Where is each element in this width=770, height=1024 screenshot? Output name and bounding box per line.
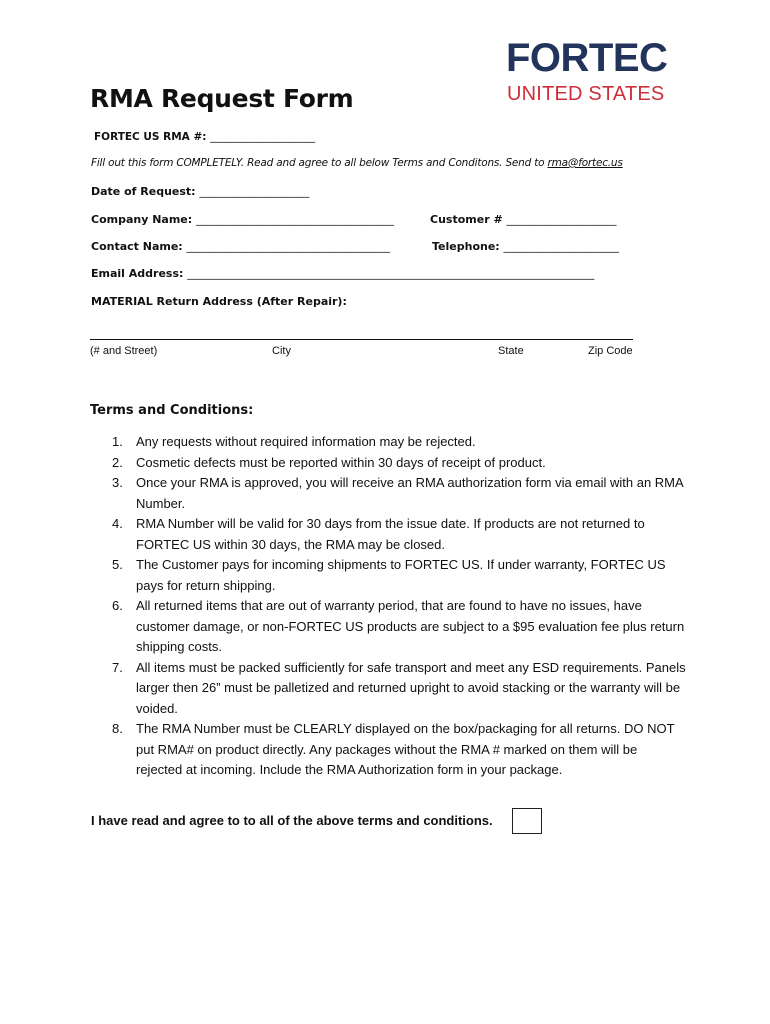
terms-item	[112, 658, 687, 720]
street-label: (# and Street)	[90, 345, 158, 357]
contact-line[interactable]: _____________________________________	[186, 240, 391, 253]
terms-list	[112, 432, 687, 781]
terms-item-text: Cosmetic defects must be reported within 30 days of receipt of product.	[136, 454, 546, 470]
customer-label: Customer #	[430, 213, 503, 226]
city-label: City	[272, 345, 291, 357]
customer-line[interactable]: ____________________	[506, 213, 617, 226]
telephone-field[interactable]	[432, 241, 619, 252]
terms-item-text: Any requests without required information may be rejected.	[136, 434, 476, 449]
instructions	[91, 158, 623, 169]
return-address-line[interactable]	[90, 327, 633, 340]
terms-item	[112, 473, 687, 514]
rma-number-line[interactable]: ____________________	[210, 131, 316, 143]
date-of-request-field[interactable]	[91, 186, 309, 197]
terms-item-text: RMA Number will be valid for 30 days from the issue date. If products are not returned to FORTEC US within 30 days, the RMA may be closed.	[136, 516, 645, 552]
customer-number-field[interactable]	[430, 214, 617, 225]
terms-item	[112, 555, 687, 596]
terms-item	[112, 453, 687, 474]
terms-item-number: 3.	[112, 475, 123, 490]
terms-item-text: All items must be packed sufficiently for safe transport and meet any ESD requirements. Panels larger then 26” must be palletized and returned upright to avoid stacking or the warranty will be voided.	[136, 659, 686, 716]
terms-item	[112, 719, 687, 781]
terms-item-number: 8.	[112, 721, 123, 736]
terms-item-number: 6.	[112, 598, 123, 613]
terms-item-number: 7.	[112, 659, 123, 675]
email-label: Email Address:	[91, 267, 184, 280]
email-line[interactable]: __________________________________________________________________________	[187, 267, 595, 280]
contact-label: Contact Name:	[91, 240, 183, 253]
rma-number-field[interactable]	[94, 132, 315, 143]
email-address-field[interactable]	[91, 268, 594, 279]
company-label: Company Name:	[91, 213, 193, 226]
date-label: Date of Request:	[91, 185, 196, 198]
terms-item-number: 2.	[112, 454, 123, 470]
terms-item-number: 5.	[112, 557, 123, 572]
page-title: RMA Request Form	[90, 84, 354, 113]
terms-item-text: The Customer pays for incoming shipments to FORTEC US. If under warranty, FORTEC US pays for return shipping.	[136, 557, 666, 593]
terms-item	[112, 432, 687, 453]
terms-heading: Terms and Conditions:	[90, 403, 254, 418]
agreement-checkbox[interactable]	[512, 808, 542, 834]
agreement-label: I have read and agree to to all of the above terms and conditions.	[91, 813, 493, 828]
terms-item-number: 1.	[112, 434, 123, 449]
instructions-text: Fill out this form COMPLETELY. Read and agree to all below Terms and Conditons. Send to	[91, 157, 548, 169]
rma-number-label: FORTEC US RMA #:	[94, 131, 207, 143]
contact-email-link[interactable]: rma@fortec.us	[547, 157, 623, 169]
terms-item-number: 4.	[112, 516, 123, 531]
zip-code-label: Zip Code	[588, 345, 633, 357]
telephone-line[interactable]: _____________________	[503, 240, 620, 253]
telephone-label: Telephone:	[432, 240, 500, 253]
state-label: State	[498, 345, 524, 357]
company-name-field[interactable]	[91, 214, 394, 225]
terms-item	[112, 596, 687, 658]
terms-item-text: Once your RMA is approved, you will receive an RMA authorization form via email with an RMA Number.	[136, 475, 683, 511]
company-logo: FORTEC	[506, 36, 668, 80]
contact-name-field[interactable]	[91, 241, 390, 252]
company-line[interactable]: ____________________________________	[196, 213, 395, 226]
terms-item	[112, 514, 687, 555]
date-line[interactable]: ____________________	[199, 185, 310, 198]
terms-item-text: The RMA Number must be CLEARLY displayed on the box/packaging for all returns. DO NOT put RMA# on product directly. Any packages without the RMA # marked on them will be rejected at incoming. Include the RMA Authorization form in your package.	[136, 721, 675, 777]
material-return-address-label: MATERIAL Return Address (After Repair):	[91, 295, 347, 308]
terms-item-text: All returned items that are out of warranty period, that are found to have no issues, have customer damage, or non-FORTEC US products are subject to a $95 evaluation fee plus return shipping costs.	[136, 598, 685, 654]
company-logo-subtitle: UNITED STATES	[507, 83, 665, 105]
